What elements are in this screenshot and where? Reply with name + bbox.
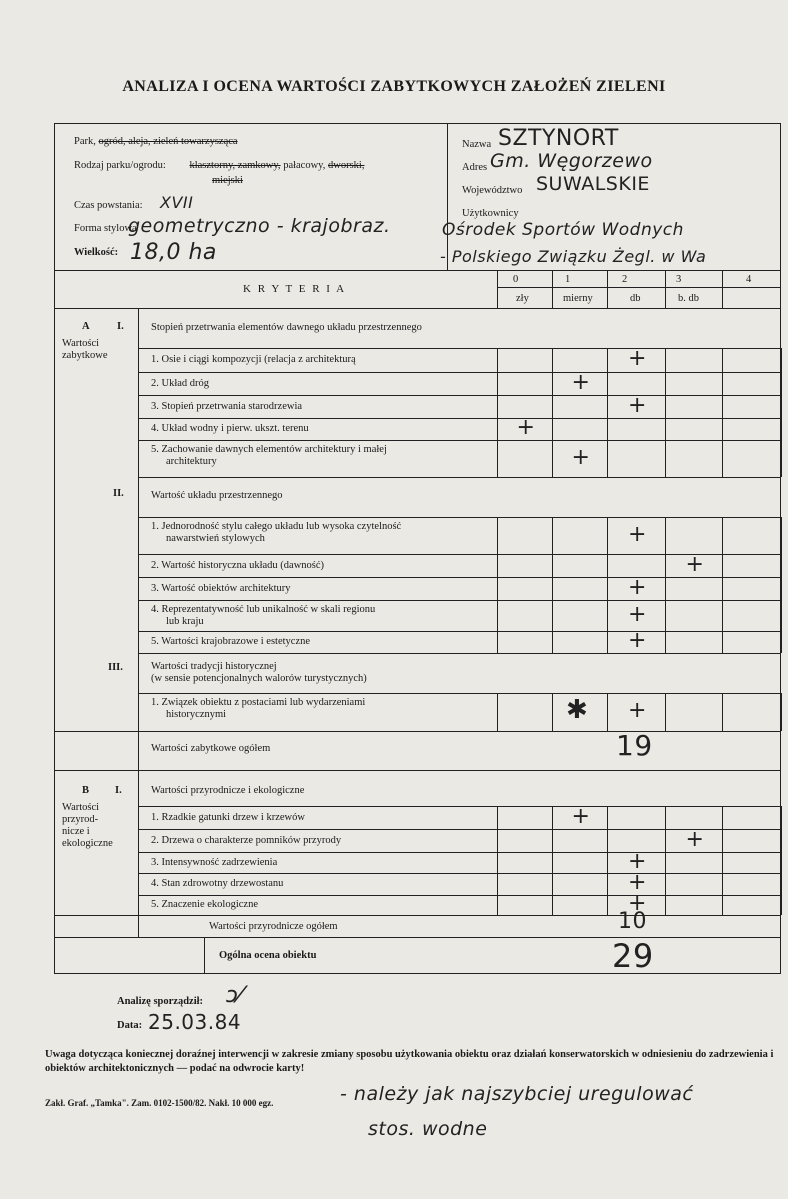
score-mark: + [685,551,704,577]
col-line [497,852,498,873]
score-mark: + [571,803,590,829]
score-mark: + [628,891,647,916]
col-line [497,873,498,895]
col-line [665,577,666,600]
adres-value: Gm. Węgorzewo [490,150,653,172]
a3-title-1: Wartości tradycji historycznej [151,661,277,672]
col-line [781,829,782,852]
section-b-name-2: przyrod- [62,814,99,825]
col-line [781,395,782,418]
col-line [607,440,608,477]
uzytkownicy-value-2: - Polskiego Związku Żegl. w Wa [440,247,707,266]
row-label: 3. Stopień przetrwania starodrzewia [151,400,303,412]
col-line [552,895,553,915]
section-a-name-2: zabytkowe [62,350,108,361]
a-total-value: 19 [616,729,653,762]
col-line [722,806,723,829]
col-line [722,517,723,554]
col-line [497,440,498,477]
scale-num-0: 0 [513,274,519,285]
row-line [138,440,781,441]
col-line [722,372,723,395]
col-line [607,693,608,731]
score-mark: + [571,444,590,470]
data-label: Data: [117,1020,143,1031]
handnote-line-1: - należy jak najszybciej uregulować [340,1083,694,1105]
col-line [607,829,608,852]
col-line [665,395,666,418]
row-label: 3. Wartość obiektów architektury [151,582,291,594]
uwaga-note: Uwaga dotycząca koniecznej doraźnej interwencji w zakresie zmiany sposobu użytkowania obiektu oraz działań konserwatorskich w odniesieniu do zadrzewienia i obiektów architektonicznych — podać na odwrocie karty! [45,1049,774,1074]
row-line [138,653,781,654]
col-line [552,577,553,600]
scale-num-4: 4 [746,274,752,285]
col-line [781,852,782,873]
col-line [665,554,666,577]
col-line [552,852,553,873]
col-line [607,895,608,915]
scale-num-1: 1 [565,274,571,285]
col-line [665,348,666,372]
asterisk-mark: ✱ [566,695,588,725]
col-line [552,348,553,372]
col-line [665,631,666,653]
grade-0: zły [516,293,529,304]
row-label-cont: architektury [166,456,217,467]
a-total-label: Wartości zabytkowe ogółem [151,743,271,754]
col-line [781,577,782,600]
row-line [138,873,781,874]
col-line [607,395,608,418]
col-line [607,418,608,440]
wielkosc-value: 18,0 ha [130,240,217,265]
a2-roman: II. [113,488,124,499]
col-line [722,852,723,873]
scale-num-3: 3 [676,274,682,285]
row-label-cont: nawarstwień stylowych [166,533,265,544]
uzytkownicy-label: Użytkownicy [462,208,519,219]
col-line [781,348,782,372]
wielkosc-label: Wielkość: [74,247,119,258]
col-line [552,517,553,554]
row-line [138,895,781,896]
row-label: 5. Zachowanie dawnych elementów architektury i małej [151,444,387,455]
overall-label: Ogólna ocena obiektu [219,950,317,961]
col-line [607,806,608,829]
row-label-cont: lub kraju [166,616,204,627]
b-total-value: 10 [618,909,647,934]
section-a-roman: I. [117,321,124,332]
score-mark: + [628,848,647,874]
col-line [607,600,608,631]
col-line [552,395,553,418]
row-label: 4. Stan zdrowotny drzewostanu [151,878,284,889]
score-mark: + [628,574,647,600]
row-line [138,418,781,419]
col-line [722,577,723,600]
section-b-name-4: ekologiczne [62,838,113,849]
col-line [665,517,666,554]
col-line [781,693,782,731]
analize-signature: ↄ⁄ [226,983,243,1008]
col-line [607,372,608,395]
row-line [138,348,781,349]
col-line [497,693,498,731]
col-line [607,852,608,873]
wojewodztwo-label: Województwo [462,185,523,196]
col-line [722,895,723,915]
row-label: 3. Intensywność zadrzewienia [151,856,278,868]
col-line [497,554,498,577]
score-mark: + [571,369,590,395]
row-line [138,600,781,601]
col-line [552,440,553,477]
col-line [665,440,666,477]
col-line [722,829,723,852]
col-line [552,372,553,395]
row-line [138,517,781,518]
col-line [781,554,782,577]
col-line [497,517,498,554]
grade-2: db [630,293,641,304]
section-b-name-3: nicze i [62,826,90,837]
criteria-top-line [54,270,781,271]
a2-title: Wartość układu przestrzennego [151,490,283,501]
col-line [781,372,782,395]
row-line [138,806,781,807]
section-b-letter: B [82,785,90,796]
col-line [665,895,666,915]
col-line [497,372,498,395]
row-label: 4. Układ wodny i pierw. ukszt. terenu [151,423,309,434]
score-mark: + [516,415,535,440]
col-line [665,829,666,852]
col-line [552,806,553,829]
col-line [781,517,782,554]
col-line [781,631,782,653]
col-line [665,852,666,873]
section-a-letter: A [82,321,90,332]
score-mark: + [628,870,647,895]
row-label: 5. Wartości krajobrazowe i estetyczne [151,636,311,647]
adres-label: Adres [462,162,488,173]
col-line [665,600,666,631]
section-b-name-1: Wartości [62,802,100,813]
col-line [722,418,723,440]
col-line [552,600,553,631]
row-line [138,372,781,373]
row-label: 1. Jednorodność stylu całego układu lub wysoka czytelność [151,521,402,532]
row-line [138,631,781,632]
col-line [665,418,666,440]
rodzaj-label: Rodzaj parku/ogrodu: klasztorny, zamkowy, pałacowy, dworski, [74,160,365,171]
grade-1: mierny [563,293,593,304]
col-line [665,372,666,395]
col-line [497,577,498,600]
col-line [781,895,782,915]
b-total-label: Wartości przyrodnicze ogółem [209,921,338,932]
col-line [665,693,666,731]
col-line [781,418,782,440]
col-line [497,829,498,852]
forma-label: Forma stylowa [74,223,137,234]
col-line [722,440,723,477]
rodzaj-line2: miejski [212,175,243,186]
row-label: 1. Związek obiektu z postaciami lub wydarzeniami [151,697,366,708]
col-line [665,806,666,829]
col-line [552,873,553,895]
wojewodztwo-value: SUWALSKIE [536,173,650,195]
row-line [138,577,781,578]
row-label: 1. Osie i ciągi kompozycji (relacja z architekturą [151,354,356,365]
col-line [607,631,608,653]
col-line [607,348,608,372]
row-label-cont: historycznymi [166,709,227,720]
data-value: 25.03.84 [148,1010,242,1034]
kryteria-label: K R Y T E R I A [243,283,347,295]
col-line [497,418,498,440]
col-line [722,873,723,895]
grade-3: b. db [678,293,699,304]
row-line [54,915,781,916]
b1-title: Wartości przyrodnicze i ekologiczne [151,785,305,796]
row-line [138,731,781,732]
print-info: Zakł. Graf. „Tamka". Zam. 0102-1500/82. Nakł. 10 000 egz. [45,1098,274,1108]
col-line [497,806,498,829]
col-line [781,806,782,829]
row-label: 2. Wartość historyczna układu (dawność) [151,559,325,571]
row-label: 1. Rzadkie gatunki drzew i krzewów [151,811,305,823]
col-line [781,873,782,895]
row-label: 2. Drzewa o charakterze pomników przyrody [151,834,342,846]
score-mark: + [628,698,647,723]
col-line [607,554,608,577]
row-label: 2. Układ dróg [151,377,210,389]
handnote-line-2: stos. wodne [368,1118,488,1140]
nazwa-value: SZTYNORT [498,126,619,151]
analize-label: Analizę sporządził: [117,996,204,1007]
row-label: 5. Znaczenie ekologiczne [151,899,258,910]
a3-title-2: (w sensie potencjonalnych walorów turystycznych) [151,673,367,684]
col-line [552,631,553,653]
row-line [138,693,781,694]
row-line [138,852,781,853]
col-line [552,554,553,577]
col-line [722,631,723,653]
col-line [607,517,608,554]
section-b-roman: I. [115,785,122,796]
a1-title: Stopień przetrwania elementów dawnego układu przestrzennego [151,322,422,333]
col-line [497,631,498,653]
col-line [497,895,498,915]
score-mark: + [628,392,647,418]
score-mark: + [628,601,647,627]
score-mark: + [628,346,647,371]
page-title: ANALIZA I OCENA WARTOŚCI ZABYTKOWYCH ZAŁOŻEŃ ZIELENI [122,78,666,95]
row-line [138,477,781,478]
uzytkownicy-value-1: Ośrodek Sportów Wodnych [442,220,684,240]
col-line [552,693,553,731]
col-line [722,693,723,731]
score-mark: + [628,628,647,653]
row-line [138,395,781,396]
forma-value: geometryczno - krajobraz. [128,215,391,237]
col-line [497,348,498,372]
col-line [722,600,723,631]
park-label: Park, ogród, aleja, zieleń towarzysząca [74,136,238,147]
row-label: 4. Reprezentatywność lub unikalność w skali regionu [151,604,376,615]
col-line [722,348,723,372]
nazwa-label: Nazwa [462,139,492,150]
score-mark: + [685,826,704,852]
col-line [781,600,782,631]
col-line [665,873,666,895]
score-mark: + [628,521,647,547]
col-line [607,873,608,895]
col-line [607,577,608,600]
section-a-name-1: Wartości [62,338,100,349]
col-line [722,395,723,418]
czas-label: Czas powstania: [74,200,143,211]
col-line [552,418,553,440]
criteria-bottom-line [54,308,781,309]
czas-value: XVII [160,193,194,212]
a3-roman: III. [108,662,123,673]
col-line [781,440,782,477]
scale-num-2: 2 [622,274,628,285]
col-line [497,395,498,418]
col-line [497,600,498,631]
col-line [722,554,723,577]
col-line [552,829,553,852]
overall-value: 29 [612,937,654,975]
